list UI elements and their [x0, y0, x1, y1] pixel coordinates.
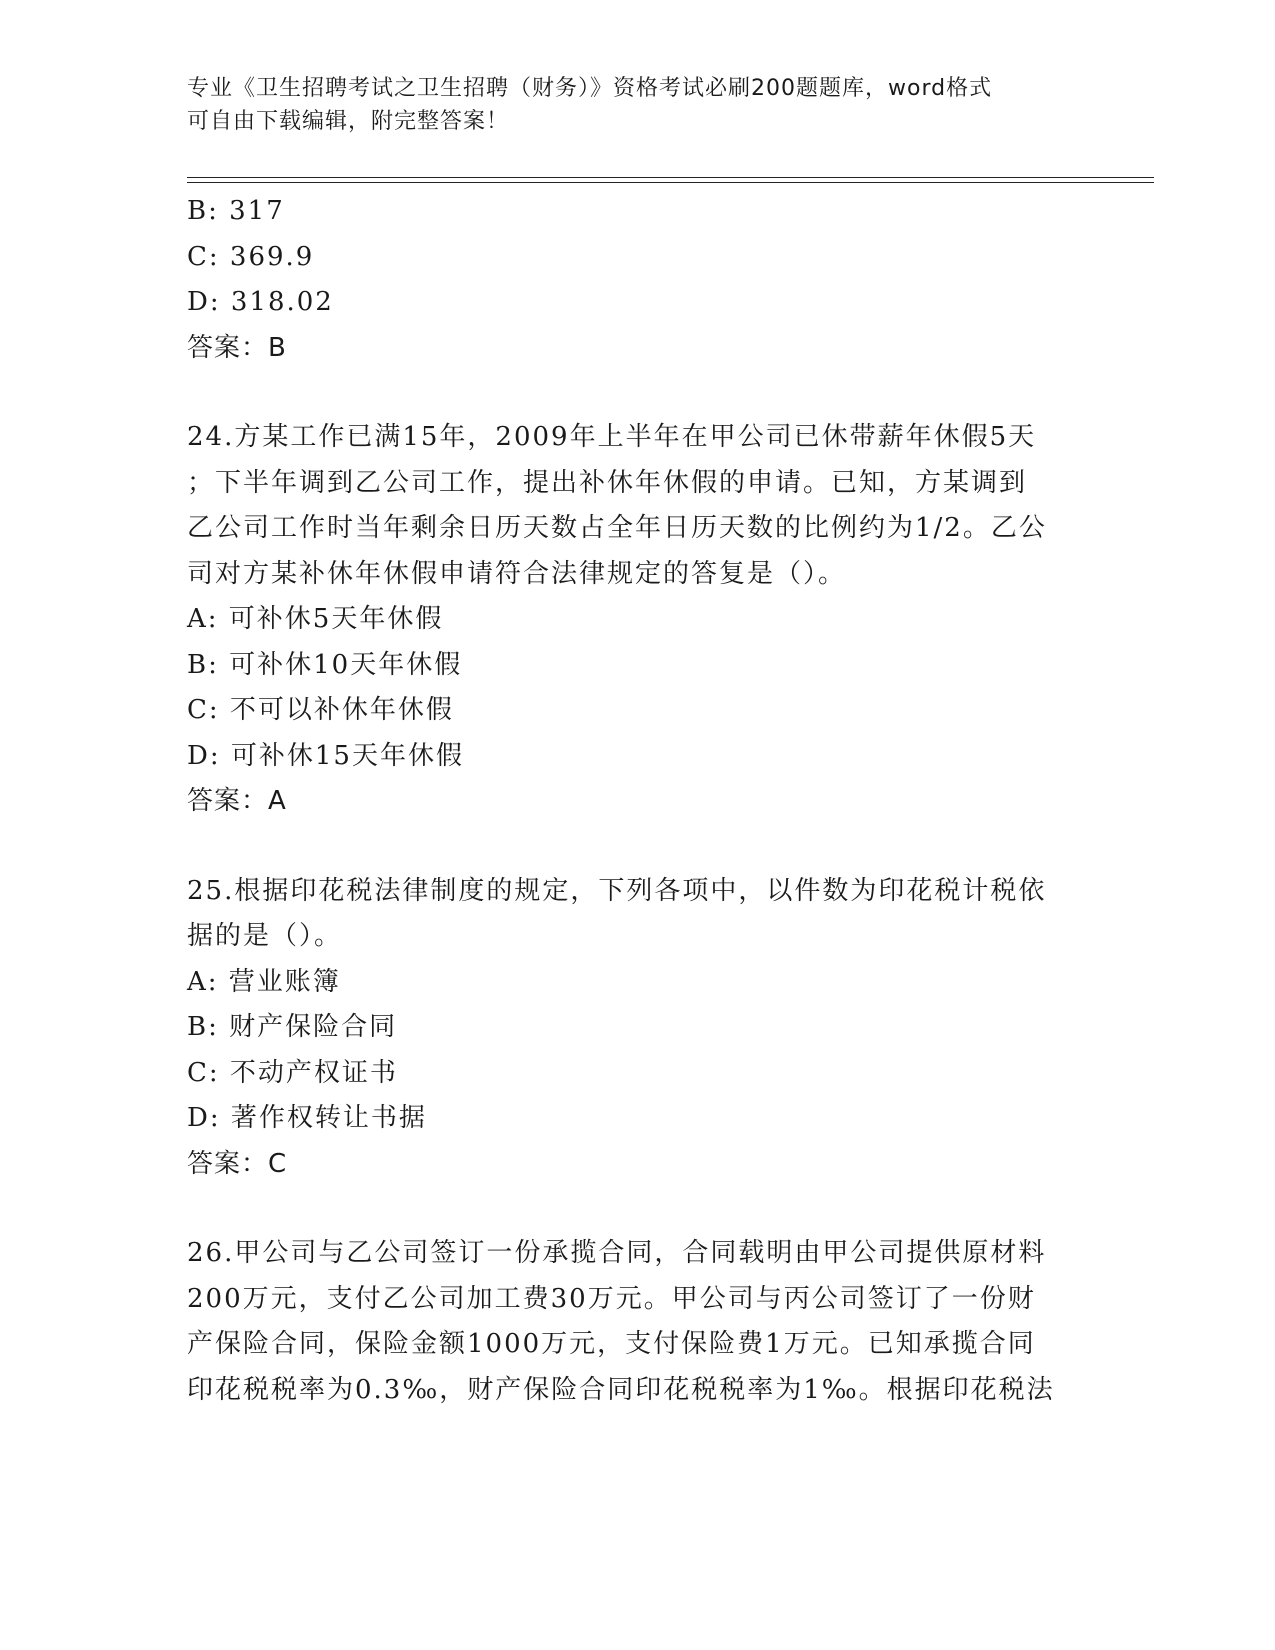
- question-text-line: 乙公司工作时当年剩余日历天数占全年日历天数的比例约为1/2。乙公: [187, 513, 1047, 543]
- option-c: C: 369.9: [187, 241, 315, 272]
- question-text-line: 24.方某工作已满15年，2009年上半年在甲公司已休带薪年休假5天: [187, 422, 1037, 452]
- header-line-1: 专业《卫生招聘考试之卫生招聘（财务）》资格考试必刷200题题库，word格式: [187, 76, 993, 101]
- option-c: C: 不动产权证书: [187, 1057, 398, 1088]
- option-d: D: 318.02: [187, 287, 334, 317]
- question-text-line: 印花税税率为0.3‰，财产保险合同印花税税率为1‰。根据印花税法: [187, 1374, 1055, 1405]
- question-25: [187, 869, 1077, 1188]
- answer: 答案：A: [187, 786, 287, 816]
- option-d: D: 著作权转让书据: [187, 1103, 427, 1133]
- option-b: B: 可补休10天年休假: [187, 649, 463, 680]
- option-c: C: 不可以补休年休假: [187, 695, 454, 725]
- question-text-line: ；下半年调到乙公司工作，提出补休年休假的申请。已知，方某调到: [187, 467, 1028, 498]
- document-body: [187, 189, 1077, 1413]
- header-rule-bottom: [187, 182, 1154, 183]
- document-header: [187, 72, 1067, 138]
- question-26: [187, 1231, 1077, 1413]
- question-text-line: 据的是（）。: [187, 921, 343, 951]
- question-text-line: 200万元，支付乙公司加工费30万元。甲公司与丙公司签订了一份财: [187, 1283, 1036, 1314]
- option-a: A: 营业账簿: [187, 966, 341, 997]
- question-text-line: 司对方某补休年休假申请符合法律规定的答复是（）。: [187, 558, 847, 589]
- header-rule-top: [187, 177, 1154, 178]
- answer: 答案：B: [187, 332, 287, 363]
- prev-question: [187, 189, 1077, 371]
- question-text-line: 产保险合同，保险金额1000万元，支付保险费1万元。已知承揽合同: [187, 1329, 1036, 1359]
- question-text-line: 26.甲公司与乙公司签订一份承揽合同，合同载明由甲公司提供原材料: [187, 1238, 1047, 1268]
- answer: 答案：C: [187, 1148, 288, 1179]
- option-d: D: 可补休15天年休假: [187, 740, 464, 771]
- option-a: A: 可补休5天年休假: [187, 604, 444, 634]
- header-line-2: 可自由下载编辑，附完整答案！: [187, 109, 510, 134]
- option-b: B: 317: [187, 196, 285, 226]
- option-b: B: 财产保险合同: [187, 1012, 398, 1042]
- question-text-line: 25.根据印花税法律制度的规定，下列各项中，以件数为印花税计税依: [187, 875, 1047, 906]
- question-24: [187, 415, 1077, 825]
